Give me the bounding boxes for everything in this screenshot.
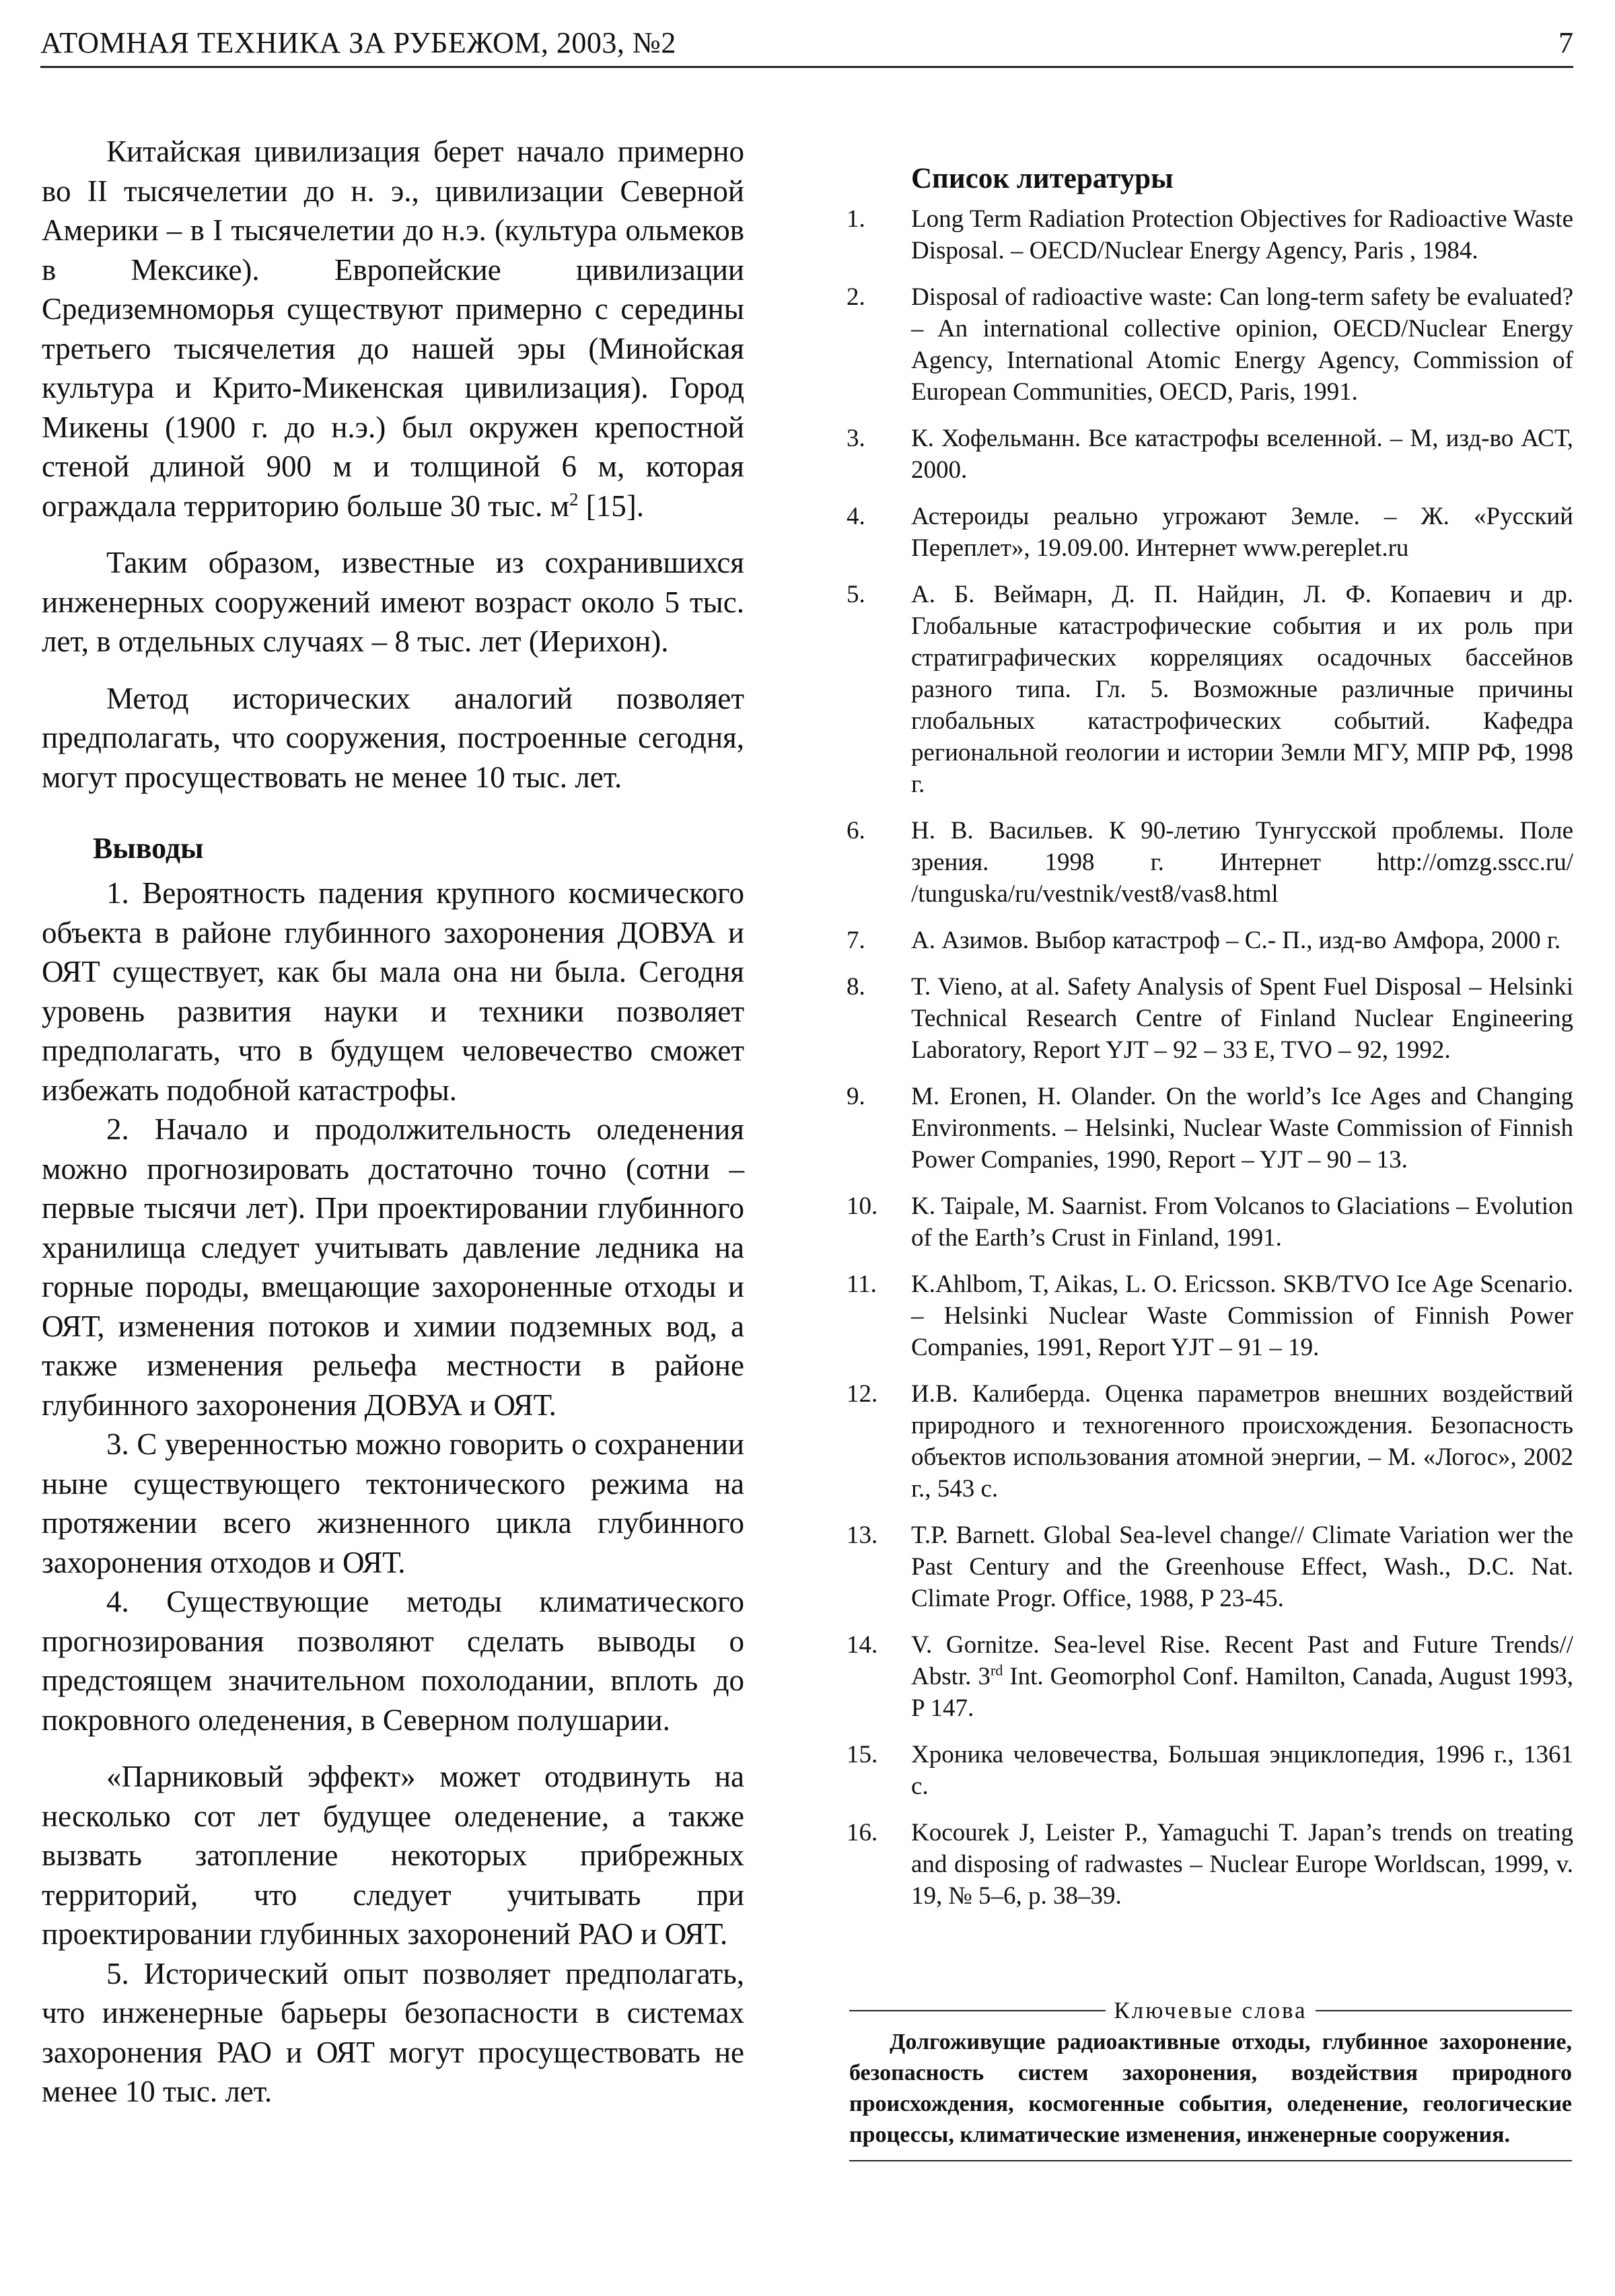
reference-text: T.P. Barnett. Global Sea-level change// Climate Variation wer the Past Century and the Greenhouse Effect, Wash., D.C. Nat. Climate Progr. Office, 1988, P 23-45. (911, 1521, 1573, 1612)
paragraph: Таким образом, известные из сохранившихся инженерных сооружений имеют возраст около 5 тыс. лет, в отдельных случаях – 8 тыс. лет (Иерихон). (42, 546, 744, 658)
references-section (847, 160, 1573, 1927)
reference-item (847, 1081, 1573, 1176)
reference-number: 3. (847, 425, 865, 452)
reference-number: 14. (847, 1631, 878, 1659)
paragraph-text: Китайская цивилизация берет начало примерно во II тысячелетии до н. э., цивилизации Северной Америки – в I тысячелетии до н.э. (культура ольмеков в Мексике). Европейские цивилизации Средиземноморья существуют примерно с середины третьего тысячелетия до нашей эры (Минойская культура и Крито-Микенская цивилизация). Город Микены (1900 г. до н.э.) был окружен крепостной стеной длиной 900 м и толщиной 6 м, которая ограждала территорию больше 30 тыс. м (42, 135, 744, 523)
reference-number: 6. (847, 817, 865, 845)
reference-text: Хроника человечества, Большая энциклопедия, 1996 г., 1361 с. (911, 1741, 1573, 1800)
paragraph (42, 132, 744, 526)
reference-item (847, 281, 1573, 408)
paragraph: Метод исторических аналогий позволяет предполагать, что сооружения, построенные сегодня, могут просуществовать не менее 10 тыс. лет. (42, 681, 744, 794)
reference-number: 2. (847, 283, 865, 311)
reference-text: А. Б. Веймарн, Д. П. Найдин, Л. Ф. Копаевич и др. Глобальные катастрофические события и их роль при стратиграфических корреляциях осадочных бассейнов разного типа. Гл. 5. Возможные различные причины глобальных катастрофических событий. Кафедра региональной геологии и истории Земли МГУ, МПР РФ, 1998 г. (911, 581, 1573, 798)
reference-number: 7. (847, 927, 865, 954)
reference-text-part: Int. Geomorphol Conf. Hamilton, Canada, August 1993, P 147. (911, 1663, 1573, 1722)
reference-text: Астероиды реально угрожают Земле. – Ж. «Русский Переплет», 19.09.00. Интернет www.pereplet.ru (911, 503, 1573, 562)
reference-text: M. Eronen, H. Olander. On the world’s Ice Ages and Changing Environments. – Helsinki, Nuclear Waste Commission of Finnish Power Companies, 1990, Report – YJT – 90 – 13. (911, 1083, 1573, 1174)
reference-item (847, 925, 1573, 956)
reference-text: А. Азимов. Выбор катастроф – С.- П., изд-во Амфора, 2000 г. (911, 927, 1561, 954)
reference-text: K. Taipale, M. Saarnist. From Volcanos to Glaciations – Evolution of the Earth’s Crust in Finland, 1991. (911, 1192, 1573, 1252)
divider (1316, 2010, 1572, 2011)
reference-item (847, 1817, 1573, 1912)
reference-text: Long Term Radiation Protection Objectives for Radioactive Waste Disposal. – OECD/Nuclear Energy Agency, Paris , 1984. (911, 205, 1573, 264)
journal-title: АТОМНАЯ ТЕХНИКА ЗА РУБЕЖОМ, 2003, №2 (40, 26, 676, 59)
reference-number: 15. (847, 1741, 878, 1768)
reference-text: T. Vieno, at al. Safety Analysis of Spent Fuel Disposal – Helsinki Technical Research Centre of Finland Nuclear Engineering Laboratory, Report YJT – 92 – 33 E, TVO – 92, 1992. (911, 973, 1573, 1064)
conclusions-heading: Выводы (93, 832, 204, 865)
reference-number: 1. (847, 205, 865, 233)
reference-item (847, 971, 1573, 1066)
reference-item (847, 815, 1573, 910)
keywords-title-row (849, 1997, 1572, 2024)
superscript: 2 (569, 489, 579, 509)
conclusion-item: 2. Начало и продолжительность оледенения можно прогнозировать достаточно точно (сотни – первые тысячи лет). При проектировании глубинного хранилища следует учитывать давление ледника на горные породы, вмещающие захороненные отходы и ОЯТ, изменения потоков и химии подземных вод, а также изменения рельефа местности в районе глубинного захоронения ДОВУА и ОЯТ. (42, 1112, 744, 1422)
running-header (40, 19, 1573, 68)
reference-number: 11. (847, 1270, 877, 1298)
reference-item (847, 1739, 1573, 1802)
reference-number: 8. (847, 973, 865, 1001)
references-heading: Список литературы (911, 163, 1174, 194)
reference-number: 4. (847, 503, 865, 530)
reference-item (847, 1190, 1573, 1254)
reference-item (847, 1629, 1573, 1724)
reference-item (847, 203, 1573, 266)
reference-item (847, 1268, 1573, 1363)
reference-item (847, 1378, 1573, 1505)
reference-number: 12. (847, 1380, 878, 1408)
keywords-title: Ключевые слова (1114, 1997, 1307, 2023)
conclusion-item: 4. Существующие методы климатического прогнозирования позволяют сделать выводы о предстоящем значительном похолодании, вплоть до покровного оледенения, в Северном полушарии. (42, 1585, 744, 1737)
reference-number: 13. (847, 1521, 878, 1549)
superscript: rd (990, 1661, 1003, 1679)
conclusion-item: 5. Исторический опыт позволяет предполагать, что инженерные барьеры безопасности в системах захоронения РАО и ОЯТ могут просуществовать не менее 10 тыс. лет. (42, 1956, 744, 2108)
reference-list (847, 203, 1573, 1912)
reference-text: К. Хофельманн. Все катастрофы вселенной. – М, изд-во АСТ, 2000. (911, 425, 1573, 484)
keywords-text: Долгоживущие радиоактивные отходы, глубинное захоронение, безопасность систем захоронения, воздействия природного происхождения, космогенные события, оледенение, геологические процессы, климатические изменения, инженерные сооружения. (849, 2027, 1572, 2161)
reference-text: Disposal of radioactive waste: Can long-term safety be evaluated? – An international collective opinion, OECD/Nuclear Energy Agency, International Atomic Energy Agency, Commission of European Communities, OECD, Paris, 1991. (911, 283, 1573, 406)
reference-item (847, 1519, 1573, 1614)
page-number: 7 (1558, 26, 1573, 59)
left-column (42, 132, 744, 2112)
reference-text (911, 1629, 1573, 1724)
reference-number: 9. (847, 1083, 865, 1110)
reference-number: 16. (847, 1819, 878, 1846)
reference-item (847, 501, 1573, 564)
citation: [15]. (578, 489, 644, 523)
conclusion-item: 1. Вероятность падения крупного космического объекта в районе глубинного захоронения ДОВУА и ОЯТ существует, как бы мала она ни была. Сегодня уровень развития науки и техники позволяет предполагать, что в будущем человечество сможет избежать подобной катастрофы. (42, 876, 744, 1107)
divider (849, 2010, 1106, 2011)
reference-text: Kocourek J, Leister P., Yamaguchi T. Japan’s trends on treating and disposing of radwastes – Nuclear Europe Worldscan, 1999, v. 19, № 5–6, p. 38–39. (911, 1819, 1573, 1910)
reference-text: И.В. Калиберда. Оценка параметров внешних воздействий природного и техногенного происхождения. Безопасность объектов использования атомной энергии, – М. «Логос», 2002 г., 543 с. (911, 1380, 1573, 1503)
reference-item (847, 579, 1573, 800)
reference-number: 5. (847, 581, 865, 608)
reference-number: 10. (847, 1192, 878, 1220)
conclusion-item: 3. С уверенностью можно говорить о сохранении ныне существующего тектонического режима на протяжении всего жизненного цикла глубинного захоронения отходов и ОЯТ. (42, 1427, 744, 1579)
reference-text: K.Ahlbom, T, Aikas, L. O. Ericsson. SKB/TVO Ice Age Scenario. – Helsinki Nuclear Waste Commission of Finnish Power Companies, 1991, Report YJT – 91 – 19. (911, 1270, 1573, 1361)
reference-text-part: V. Gornitze. Sea-level Rise. Recent Past and Future Trends// Abstr. 3 (911, 1631, 1573, 1690)
reference-item (847, 423, 1573, 486)
keywords-box (849, 1997, 1572, 2161)
conclusion-item: «Парниковый эффект» может отодвинуть на несколько сот лет будущее оледенение, а также вызвать затопление некоторых прибрежных территорий, что следует учитывать при проектировании глубинных захоронений РАО и ОЯТ. (42, 1760, 744, 1951)
reference-text: Н. В. Васильев. К 90-летию Тунгусской проблемы. Поле зрения. 1998 г. Интернет http://omzg.sscc.ru/ /tunguska/ru/vestnik/vest8/vas8.html (911, 817, 1573, 908)
